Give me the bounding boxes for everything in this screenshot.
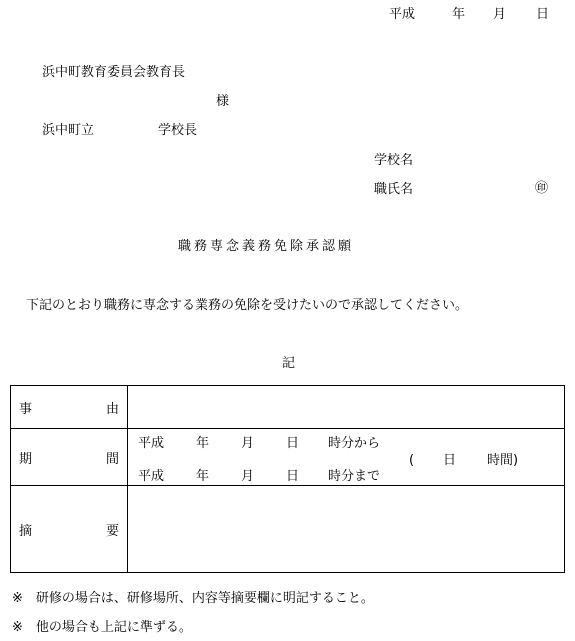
period-label-left: 期 bbox=[19, 451, 33, 467]
recipient-board: 浜中町教育委員会教育長 bbox=[42, 65, 186, 80]
period-to-era: 平成 bbox=[138, 469, 165, 484]
note-other: ※ 他の場合も上記に準ずる。 bbox=[12, 620, 192, 635]
period-to-month: 月 bbox=[241, 469, 255, 484]
period-duration-day: 日 bbox=[443, 453, 457, 468]
period-from-suffix: 時分から bbox=[328, 436, 381, 451]
recipient-school-head: 学校長 bbox=[158, 123, 198, 138]
period-from-era: 平成 bbox=[138, 436, 165, 451]
applicant-name-label: 職氏名 bbox=[374, 182, 414, 197]
seal-mark: ㊞ bbox=[535, 181, 549, 196]
date-day: 日 bbox=[536, 7, 550, 22]
period-duration-open: ( bbox=[409, 453, 415, 468]
period-label-right: 間 bbox=[105, 451, 119, 467]
summary-value-cell[interactable] bbox=[128, 486, 565, 573]
period-from-month: 月 bbox=[241, 436, 255, 451]
date-era: 平成 bbox=[389, 7, 416, 22]
summary-label-right: 要 bbox=[105, 523, 119, 539]
period-to-suffix: 時分まで bbox=[328, 469, 381, 484]
date-year: 年 bbox=[452, 7, 466, 22]
period-from-day: 日 bbox=[286, 436, 300, 451]
period-to-year: 年 bbox=[196, 469, 210, 484]
ki-heading: 記 bbox=[282, 356, 296, 371]
recipient-school-prefix: 浜中町立 bbox=[42, 123, 95, 138]
table-row-reason bbox=[11, 386, 565, 429]
reason-label-right: 由 bbox=[105, 401, 119, 417]
application-table bbox=[10, 385, 565, 573]
document-title: 職務専念義務免除承認願 bbox=[178, 239, 355, 254]
summary-label-left: 摘 bbox=[19, 523, 33, 539]
recipient-honorific: 様 bbox=[216, 94, 230, 109]
table-row-period bbox=[11, 429, 565, 486]
period-duration bbox=[409, 449, 518, 468]
reason-label-left: 事 bbox=[19, 401, 33, 417]
period-label-cell bbox=[11, 429, 128, 486]
reason-label-cell bbox=[11, 386, 128, 429]
applicant-school-label: 学校名 bbox=[374, 153, 414, 168]
date-month: 月 bbox=[493, 7, 507, 22]
table-row-summary bbox=[11, 486, 565, 573]
period-from-year: 年 bbox=[196, 436, 210, 451]
period-from-line bbox=[138, 432, 380, 451]
period-to-line bbox=[138, 465, 380, 484]
period-to-day: 日 bbox=[286, 469, 300, 484]
reason-value-cell[interactable] bbox=[128, 386, 565, 429]
period-value-cell[interactable] bbox=[128, 429, 565, 486]
period-duration-hours: 時間) bbox=[487, 453, 519, 468]
note-training: ※ 研修の場合は、研修場所、内容等摘要欄に明記すること。 bbox=[12, 591, 374, 606]
body-text: 下記のとおり職務に専念する業務の免除を受けたいので承認してください。 bbox=[26, 298, 469, 313]
summary-label-cell bbox=[11, 486, 128, 573]
